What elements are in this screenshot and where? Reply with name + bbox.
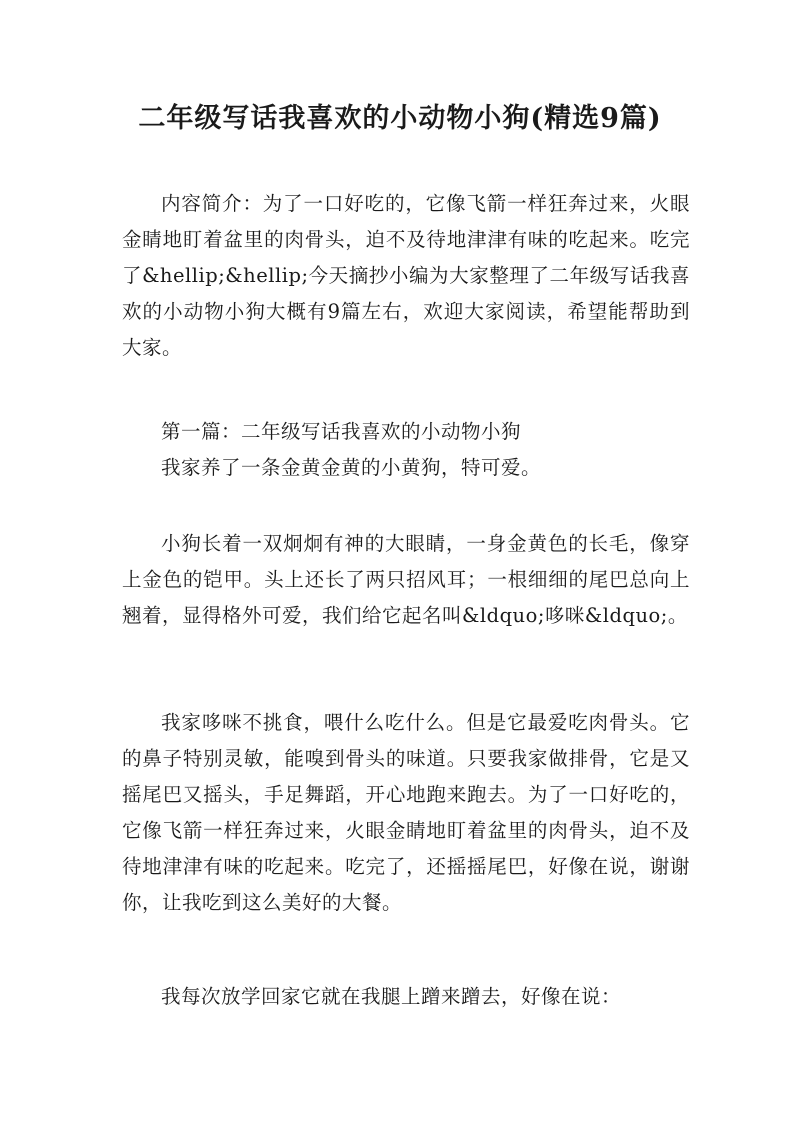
body-paragraph-after-school: 我每次放学回家它就在我腿上蹭来蹭去，好像在说： [161, 985, 622, 1008]
body-paragraph-opening: 我家养了一条金黄金黄的小黄狗，特可爱。 [161, 456, 542, 479]
body-paragraph-appearance: 小狗长着一双炯炯有神的大眼睛，一身金黄色的长毛，像穿上金色的铠甲。头上还长了两只招风耳；一根细细的尾巴总向上翘着，显得格外可爱，我们给它起名叫&ldquo;哆咪&ldquo;。 [122, 532, 690, 627]
intro-paragraph: 内容简介：为了一口好吃的，它像飞箭一样狂奔过来，火眼金睛地盯着盆里的肉骨头，迫不及待地津津有味的吃起来。吃完了&hellip;&hellip;今天摘抄小编为大家整理了二年级写话我喜欢的小动物小狗大概有9篇左右，欢迎大家阅读，希望能帮助到大家。 [122, 192, 690, 359]
body-paragraph-eating: 我家哆咪不挑食，喂什么吃什么。但是它最爱吃肉骨头。它的鼻子特别灵敏，能嗅到骨头的味道。只要我家做排骨，它是又摇尾巴又摇头，手足舞蹈，开心地跑来跑去。为了一口好吃的，它像飞箭一样狂奔过来，火眼金睛地盯着盆里的肉骨头，迫不及待地津津有味的吃起来。吃完了，还摇摇尾巴，好像在说，谢谢你，让我吃到这么美好的大餐。 [122, 711, 690, 914]
document-title: 二年级写话我喜欢的小动物小狗(精选9篇) [138, 103, 662, 134]
section-heading: 第一篇：二年级写话我喜欢的小动物小狗 [161, 420, 522, 443]
